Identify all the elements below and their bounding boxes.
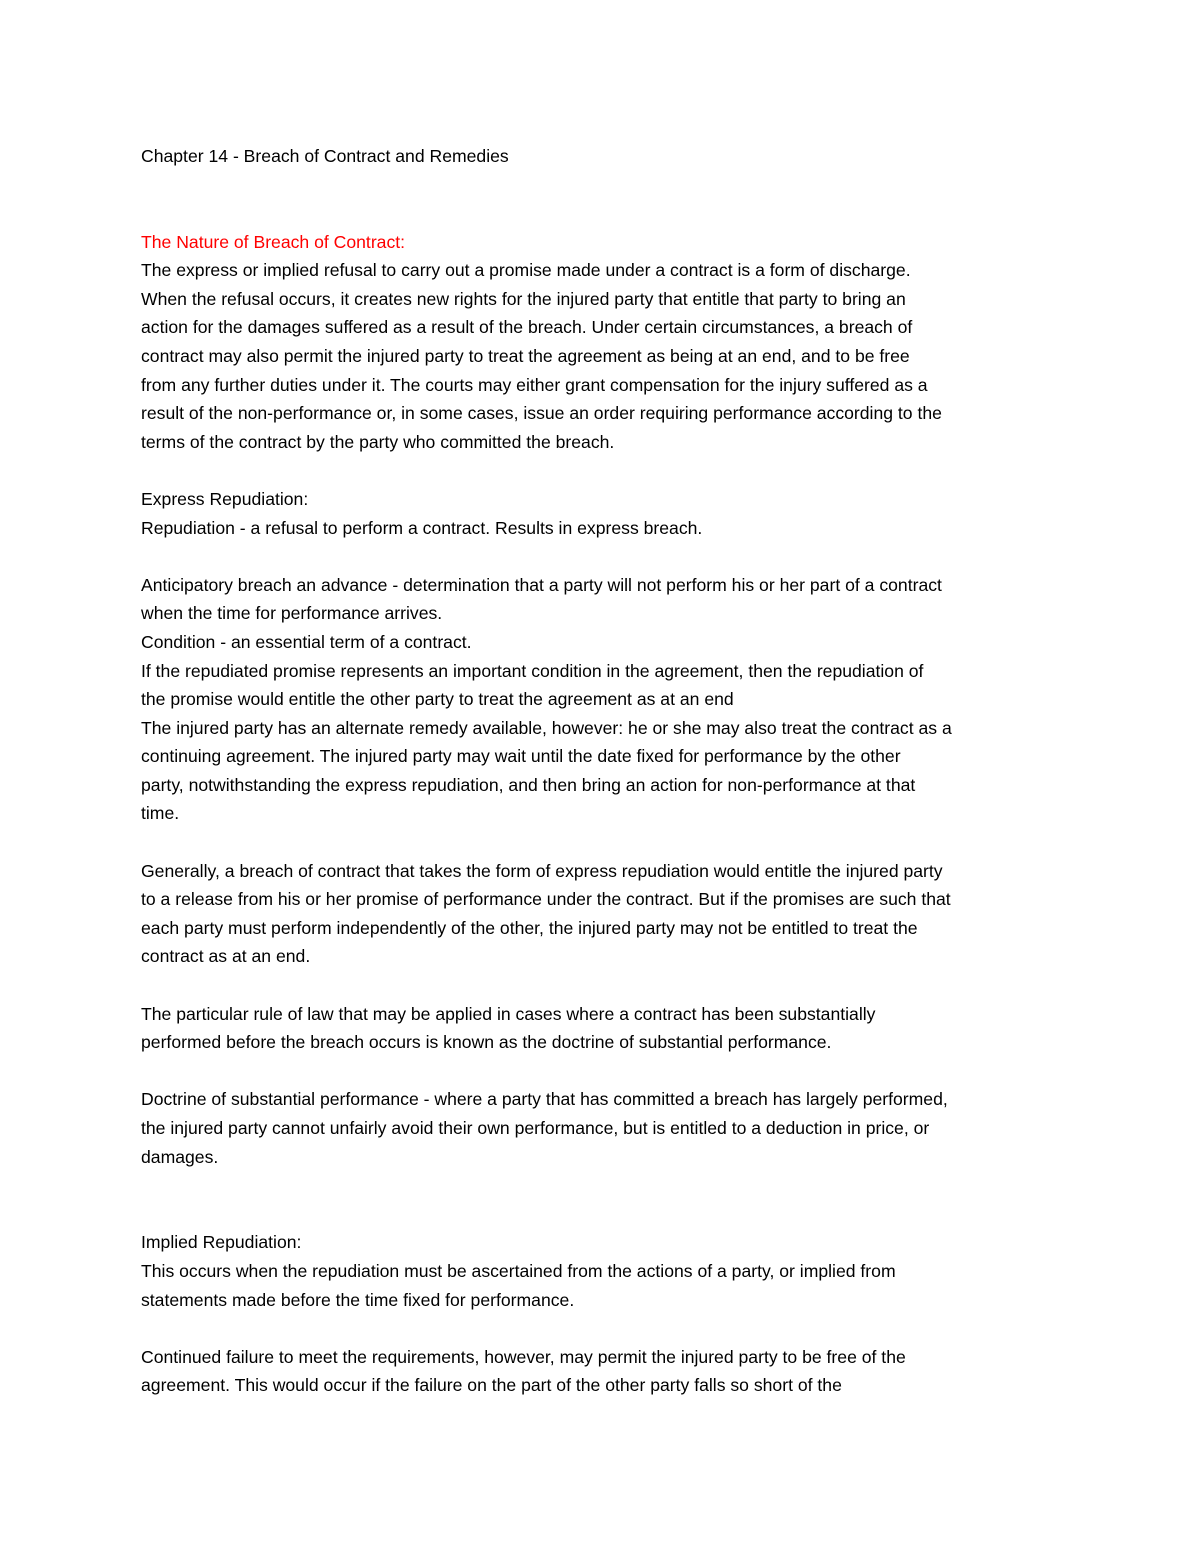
text-line: to a release from his or her promise of performance under the contract. But if the promises are such that — [141, 889, 951, 910]
text-line: continuing agreement. The injured party may wait until the date fixed for performance by the other — [141, 746, 901, 767]
text-line: terms of the contract by the party who committed the breach. — [141, 431, 615, 452]
document-title: Chapter 14 - Breach of Contract and Remedies — [141, 146, 509, 166]
text-line: When the refusal occurs, it creates new rights for the injured party that entitle that party to bring an — [141, 288, 906, 309]
text-line: statements made before the time fixed for performance. — [141, 1289, 575, 1310]
paragraph-gap — [141, 1171, 1070, 1228]
paragraph-gap — [141, 542, 1070, 571]
text-line: from any further duties under it. The courts may either grant compensation for the injury suffered as a — [141, 374, 928, 395]
section-heading-nature: The Nature of Breach of Contract: — [141, 231, 406, 252]
text-line: action for the damages suffered as a result of the breach. Under certain circumstances, a breach of — [141, 317, 913, 338]
text-line: Condition - an essential term of a contract. — [141, 631, 472, 652]
text-line: Doctrine of substantial performance - where a party that has committed a breach has largely performed, — [141, 1089, 948, 1110]
text-line: damages. — [141, 1146, 219, 1167]
text-line: If the repudiated promise represents an important condition in the agreement, then the repudiation of — [141, 660, 924, 681]
text-line: Repudiation - a refusal to perform a contract. Results in express breach. — [141, 517, 703, 538]
section-heading-implied: Implied Repudiation: — [141, 1232, 302, 1253]
text-line: Generally, a breach of contract that takes the form of express repudiation would entitle the injured party — [141, 860, 943, 881]
text-line: Continued failure to meet the requirements, however, may permit the injured party to be free of the — [141, 1346, 906, 1367]
paragraph-gap — [141, 1057, 1070, 1086]
paragraph-gap — [141, 971, 1070, 1000]
text-line: the promise would entitle the other party to treat the agreement as at an end — [141, 689, 734, 710]
text-line: result of the non-performance or, in some cases, issue an order requiring performance according to the — [141, 403, 942, 424]
text-line: the injured party cannot unfairly avoid their own performance, but is entitled to a deduction in price, or — [141, 1118, 930, 1138]
text-line: when the time for performance arrives. — [141, 603, 443, 624]
text-line: each party must perform independently of the other, the injured party may not be entitled to treat the — [141, 917, 918, 938]
text-line: This occurs when the repudiation must be ascertained from the actions of a party, or implied from — [141, 1260, 896, 1281]
text-line: The injured party has an alternate remedy available, however: he or she may also treat the contract as a — [141, 717, 952, 738]
paragraph-gap — [141, 1314, 1070, 1343]
text-line: performed before the breach occurs is known as the doctrine of substantial performance. — [141, 1032, 832, 1053]
text-line: time. — [141, 803, 180, 824]
text-line: agreement. This would occur if the failure on the part of the other party falls so short of the — [141, 1375, 842, 1396]
text-line: The express or implied refusal to carry out a promise made under a contract is a form of discharge. — [141, 260, 911, 281]
text-line: contract may also permit the injured party to treat the agreement as being at an end, and to be free — [141, 345, 910, 366]
text-line: contract as at an end. — [141, 946, 311, 967]
text-line: The particular rule of law that may be applied in cases where a contract has been substantially — [141, 1003, 876, 1024]
text-line: Anticipatory breach an advance - determination that a party will not perform his or her part of a contract — [141, 574, 942, 595]
text-line: party, notwithstanding the express repudiation, and then bring an action for non-performance at that — [141, 774, 916, 795]
paragraph-gap — [141, 828, 1070, 857]
section-heading-express: Express Repudiation: — [141, 488, 309, 509]
paragraph-gap — [141, 456, 1070, 485]
